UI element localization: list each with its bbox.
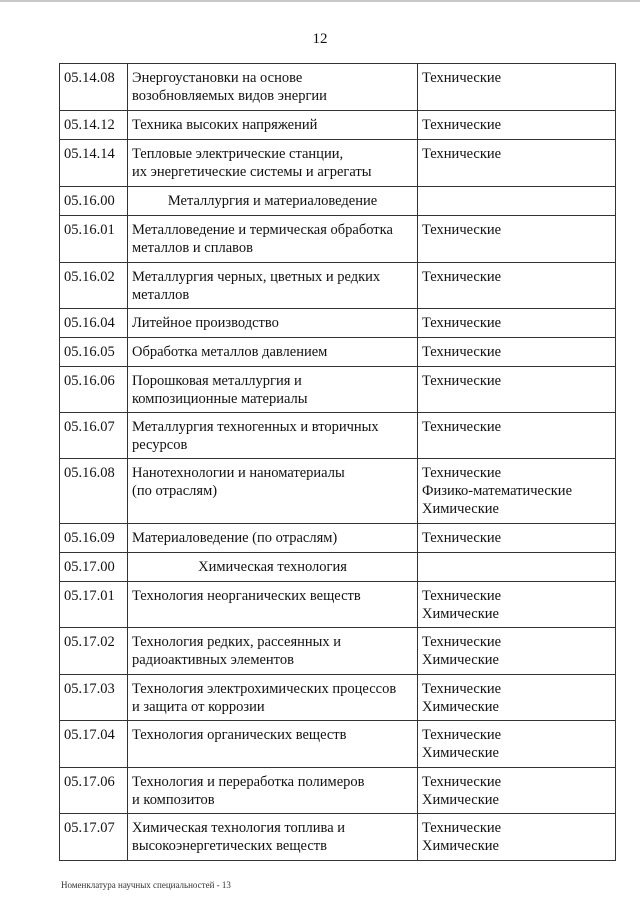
specialty-code: 05.16.09: [60, 524, 128, 553]
specialty-name: Металлургия черных, цветных и редких металлов: [128, 263, 418, 309]
specialty-name: Технология электрохимических процессов и защита от коррозии: [128, 675, 418, 721]
table-row: [60, 459, 616, 524]
science-branch: Технические: [418, 338, 616, 367]
specialty-name: Материаловедение (по отраслям): [128, 524, 418, 553]
specialty-code: 05.16.07: [60, 413, 128, 459]
specialties-table-body: [60, 64, 616, 861]
specialty-code: 05.17.04: [60, 721, 128, 768]
page-number: 12: [312, 31, 328, 47]
specialty-code: 05.14.14: [60, 140, 128, 187]
specialty-name: Техника высоких напряжений: [128, 111, 418, 140]
specialty-code: 05.16.08: [60, 459, 128, 524]
table-row: [60, 814, 616, 861]
table-row: [60, 367, 616, 413]
section-row: [60, 553, 616, 582]
science-branch: [418, 553, 616, 582]
specialty-code: 05.17.02: [60, 628, 128, 675]
section-title: Металлургия и материаловедение: [128, 187, 418, 216]
science-branch: Технические: [418, 413, 616, 459]
science-branch: Технические Химические: [418, 628, 616, 675]
table-row: [60, 309, 616, 338]
specialty-name: Технология редких, рассеянных и радиоактивных элементов: [128, 628, 418, 675]
science-branch: Технические Химические: [418, 814, 616, 861]
specialty-name: Технология неорганических веществ: [128, 582, 418, 628]
specialty-code: 05.17.00: [60, 553, 128, 582]
table-row: [60, 263, 616, 309]
specialty-code: 05.14.12: [60, 111, 128, 140]
footer-text: Номенклатура научных специальностей - 13: [61, 880, 231, 890]
specialty-name: Химическая технология топлива и высокоэнергетических веществ: [128, 814, 418, 861]
specialty-code: 05.17.01: [60, 582, 128, 628]
table-row: [60, 111, 616, 140]
science-branch: Технические: [418, 111, 616, 140]
specialty-name: Технология и переработка полимеров и композитов: [128, 768, 418, 814]
table-row: [60, 140, 616, 187]
section-row: [60, 187, 616, 216]
specialties-table: [59, 63, 616, 861]
specialty-code: 05.16.02: [60, 263, 128, 309]
table-row: [60, 721, 616, 768]
specialty-code: 05.17.07: [60, 814, 128, 861]
specialty-code: 05.16.05: [60, 338, 128, 367]
science-branch: Технические Химические: [418, 582, 616, 628]
specialty-code: 05.14.08: [60, 64, 128, 111]
table-row: [60, 64, 616, 111]
science-branch: [418, 187, 616, 216]
specialty-name: Металлургия техногенных и вторичных ресурсов: [128, 413, 418, 459]
science-branch: Технические Химические: [418, 675, 616, 721]
specialty-name: Энергоустановки на основе возобновляемых видов энергии: [128, 64, 418, 111]
section-title: Химическая технология: [128, 553, 418, 582]
specialty-name: Порошковая металлургия и композиционные материалы: [128, 367, 418, 413]
science-branch: Технические Физико-математические Химические: [418, 459, 616, 524]
specialty-name: Литейное производство: [128, 309, 418, 338]
science-branch: Технические: [418, 367, 616, 413]
specialty-name: Тепловые электрические станции, их энергетические системы и агрегаты: [128, 140, 418, 187]
table-row: [60, 768, 616, 814]
specialty-code: 05.17.03: [60, 675, 128, 721]
specialty-name: Металловедение и термическая обработка металлов и сплавов: [128, 216, 418, 263]
specialty-name: Нанотехнологии и наноматериалы (по отраслям): [128, 459, 418, 524]
science-branch: Технические: [418, 309, 616, 338]
table-row: [60, 628, 616, 675]
specialty-code: 05.16.01: [60, 216, 128, 263]
science-branch: Технические: [418, 263, 616, 309]
table-row: [60, 582, 616, 628]
specialty-code: 05.16.00: [60, 187, 128, 216]
specialty-name: Обработка металлов давлением: [128, 338, 418, 367]
science-branch: Технические: [418, 216, 616, 263]
science-branch: Технические: [418, 64, 616, 111]
science-branch: Технические Химические: [418, 768, 616, 814]
specialty-code: 05.17.06: [60, 768, 128, 814]
table-row: [60, 413, 616, 459]
science-branch: Технические Химические: [418, 721, 616, 768]
table-row: [60, 524, 616, 553]
science-branch: Технические: [418, 140, 616, 187]
scan-top-edge: [0, 0, 640, 2]
table-row: [60, 675, 616, 721]
table-row: [60, 338, 616, 367]
specialty-name: Технология органических веществ: [128, 721, 418, 768]
table-row: [60, 216, 616, 263]
specialty-code: 05.16.04: [60, 309, 128, 338]
specialty-code: 05.16.06: [60, 367, 128, 413]
science-branch: Технические: [418, 524, 616, 553]
